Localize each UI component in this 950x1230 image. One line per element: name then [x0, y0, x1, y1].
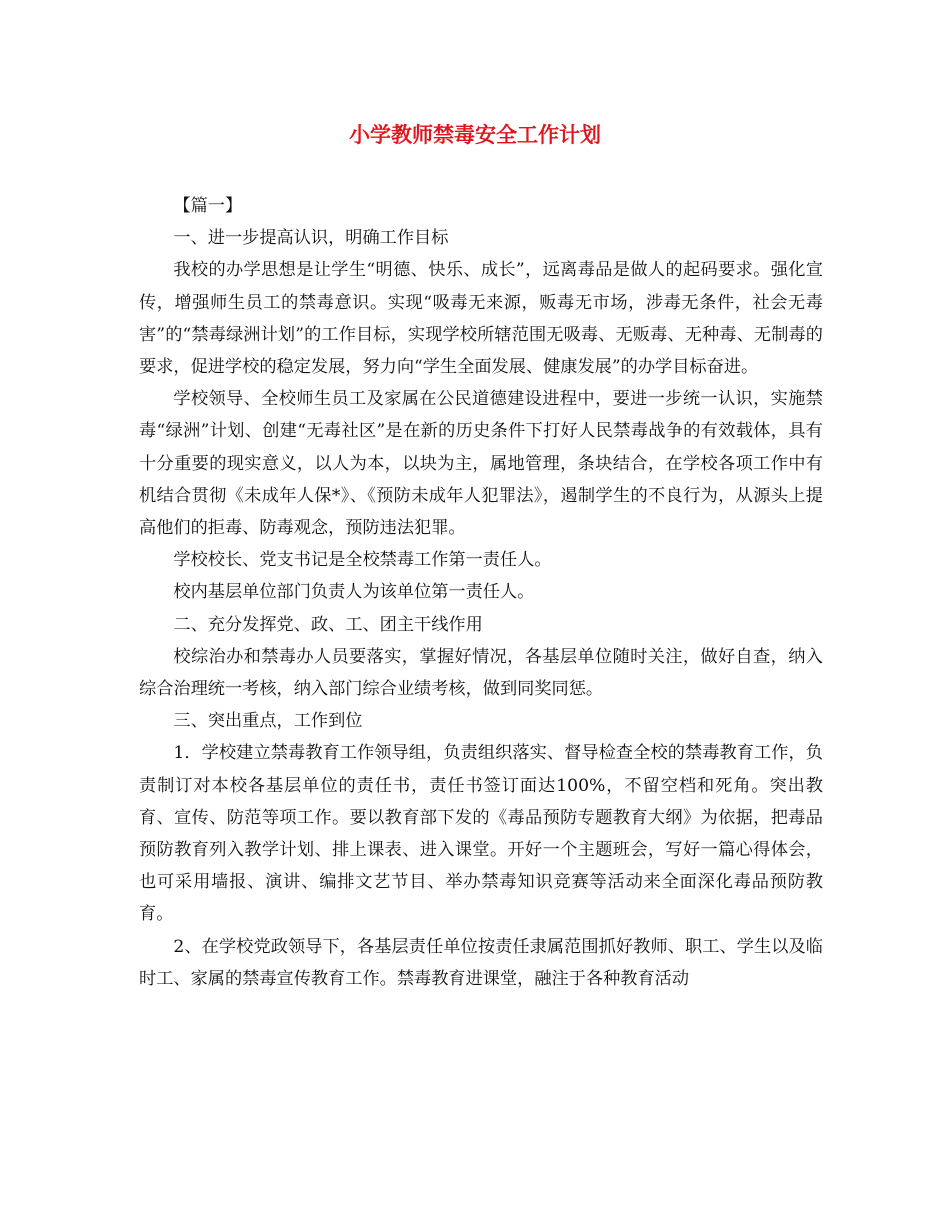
- paragraph: 学校领导、全校师生员工及家属在公民道德建设进程中，要进一步统一认识，实施禁毒“绿洲”计划、创建“无毒社区”是在新的历史条件下打好人民禁毒战争的有效载体，具有十分重要的现实意义，以人为本，以块为主，属地管理，条块结合，在学校各项工作中有机结合贯彻《未成年人保*》、《预防未成年人犯罪法》，遏制学生的不良行为，从源头上提高他们的拒毒、防毒观念，预防违法犯罪。: [139, 389, 823, 539]
- paragraph: 校内基层单位部门负责人为该单位第一责任人。: [173, 582, 535, 603]
- paragraph: 2、在学校党政领导下，各基层责任单位按责任隶属范围抓好教师、职工、学生以及临时工、家属的禁毒宣传教育工作。禁毒教育进课堂，融注于各种教育活动: [139, 936, 823, 989]
- section-heading-3: 三、突出重点，工作到位: [173, 711, 363, 732]
- paragraph: 1．学校建立禁毒教育工作领导组，负责组织落实、督导检查全校的禁毒教育工作，负责制订对本校各基层单位的责任书，责任书签订面达100%，不留空档和死角。突出教育、宣传、防范等项工作。要以教育部下发的《毒品预防专题教育大纲》为依据，把毒品预防教育列入教学计划、排上课表、进入课堂。开好一个主题班会，写好一篇心得体会，也可采用墙报、演讲、编排文艺节目、举办禁毒知识竞赛等活动来全面深化毒品预防教育。: [139, 743, 823, 925]
- paragraph: 校综治办和禁毒办人员要落实，掌握好情况，各基层单位随时关注，做好自查，纳入综合治理统一考核，纳入部门综合业绩考核，做到同奖同惩。: [139, 646, 823, 700]
- document-body: [139, 190, 823, 995]
- section-label: 【篇一】: [173, 196, 243, 216]
- paragraph: 我校的办学思想是让学生“明德、快乐、成长”，远离毒品是做人的起码要求。强化宣传，增强师生员工的禁毒意识。实现“吸毒无来源，贩毒无市场，涉毒无条件，社会无毒害”的“禁毒绿洲计划”的工作目标，实现学校所辖范围无吸毒、无贩毒、无种毒、无制毒的要求，促进学校的稳定发展，努力向“学生全面发展、健康发展”的办学目标奋进。: [139, 260, 823, 378]
- section-heading-2: 二、充分发挥党、政、工、团主干线作用: [173, 614, 483, 635]
- section-heading-1: 一、进一步提高认识，明确工作目标: [173, 228, 449, 249]
- paragraph: 学校校长、党支书记是全校禁毒工作第一责任人。: [173, 550, 552, 571]
- document-title: 小学教师禁毒安全工作计划: [349, 123, 601, 147]
